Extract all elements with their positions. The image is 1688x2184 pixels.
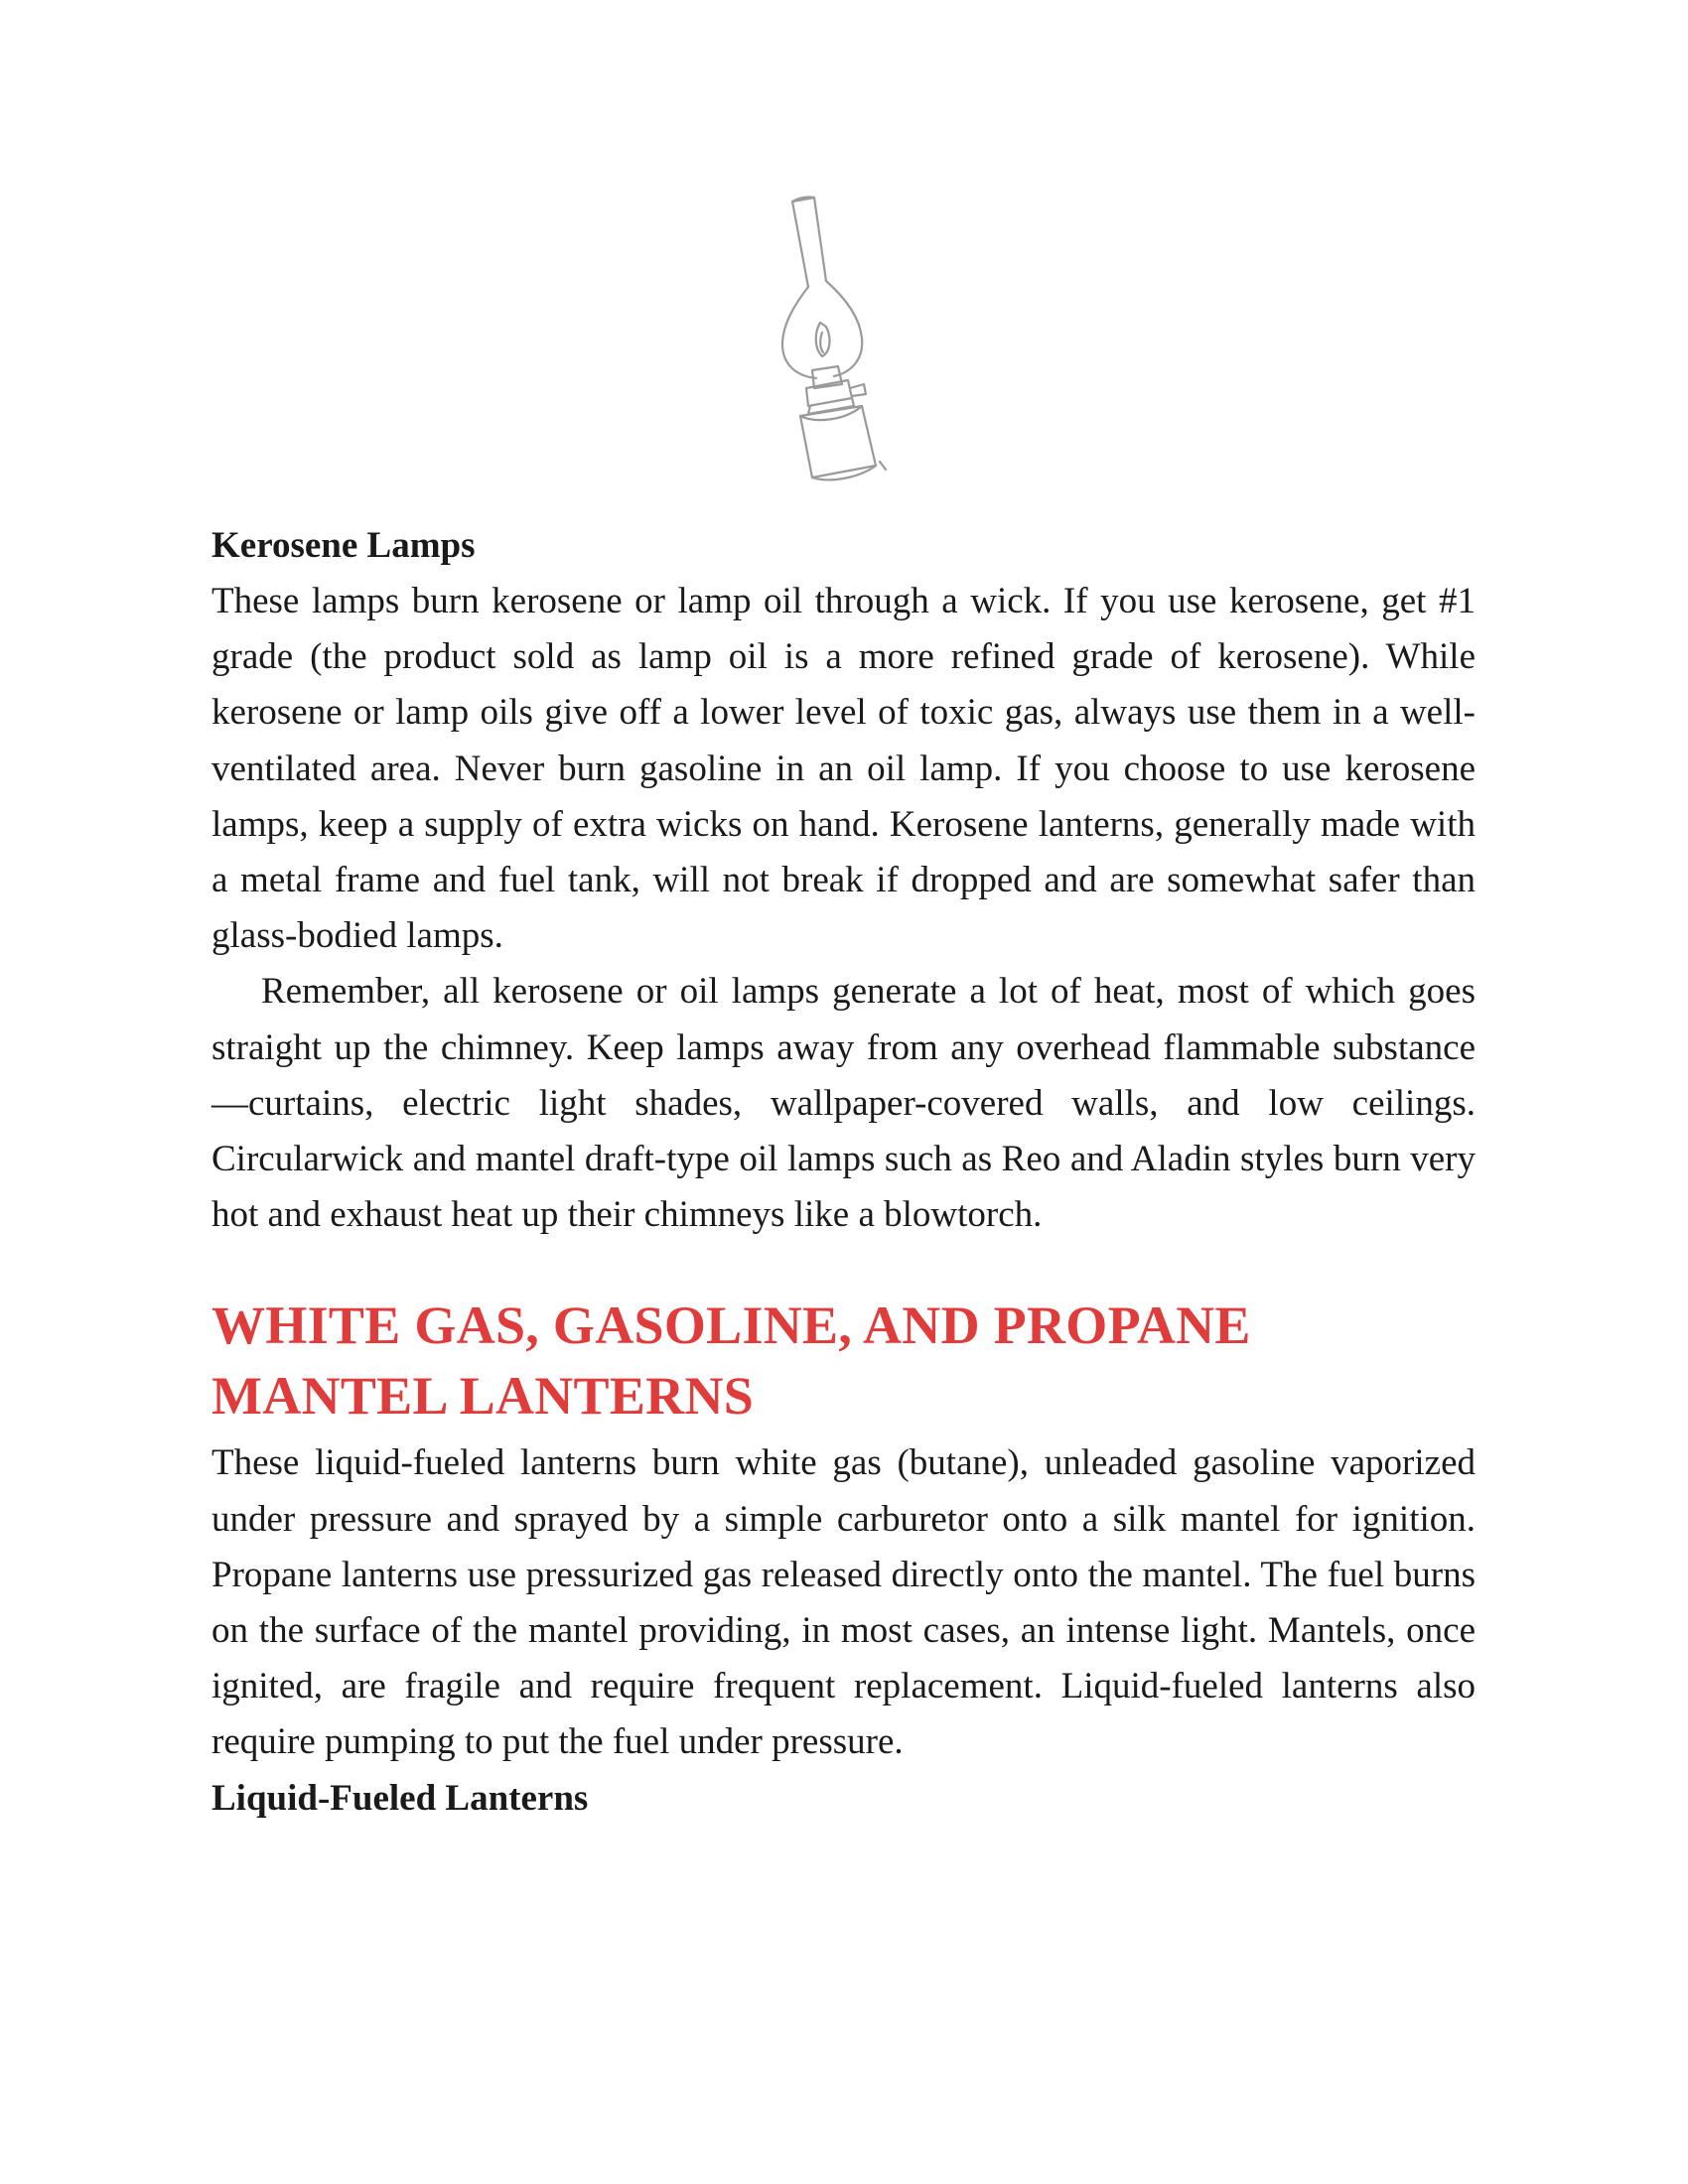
oil-lamp-icon [765, 194, 914, 491]
liquid-fueled-lanterns-heading: Liquid-Fueled Lanterns [211, 1777, 589, 1819]
kerosene-lamps-heading: Kerosene Lamps [211, 525, 476, 566]
oil-lamp-illustration [765, 194, 914, 491]
page-content [211, 518, 1476, 1827]
section-heading-line-1: WHITE GAS, GASOLINE, AND PROPANE [211, 1296, 1251, 1356]
mantel-lanterns-paragraph: These liquid-fueled lanterns burn white gas (butane), unleaded gasoline vaporized under pressure and sprayed by a simple carburetor onto a silk mantel for ignition. Propane lanterns use pressurized gas released directly onto the mantel. The fuel burns on the surface of the mantel providing, in most cases, an intense light. Mantels, once ignited, are fragile and require frequent replacement. Liquid-fueled lanterns also require pumping to put the fuel under pressure. [211, 1442, 1476, 1763]
section-heading-line-2: MANTEL LANTERNS [211, 1366, 755, 1427]
kerosene-paragraph-1: These lamps burn kerosene or lamp oil through a wick. If you use kerosene, get #1 grade (the product sold as lamp oil is a more refined grade of kerosene). While kerosene or lamp oils give off a lower level of toxic gas, always use them in a well-ventilated area. Never burn gasoline in an oil lamp. If you choose to use kerosene lamps, keep a supply of extra wicks on hand. Kerosene lanterns, generally made with a metal frame and fuel tank, will not break if dropped and are somewhat safer than glass-bodied lamps. [211, 581, 1476, 957]
kerosene-paragraph-2: Remember, all kerosene or oil lamps generate a lot of heat, most of which goes straight up the chimney. Keep lamps away from any overhead flammable substance—curtains, electric light shades, wallpaper-covered walls, and low ceilings. Circularwick and mantel draft-type oil lamps such as Reo and Aladin styles burn very hot and exhaust heat up their chimneys like a blowtorch. [211, 971, 1476, 1236]
mantel-lanterns-section-heading [211, 1291, 1476, 1432]
